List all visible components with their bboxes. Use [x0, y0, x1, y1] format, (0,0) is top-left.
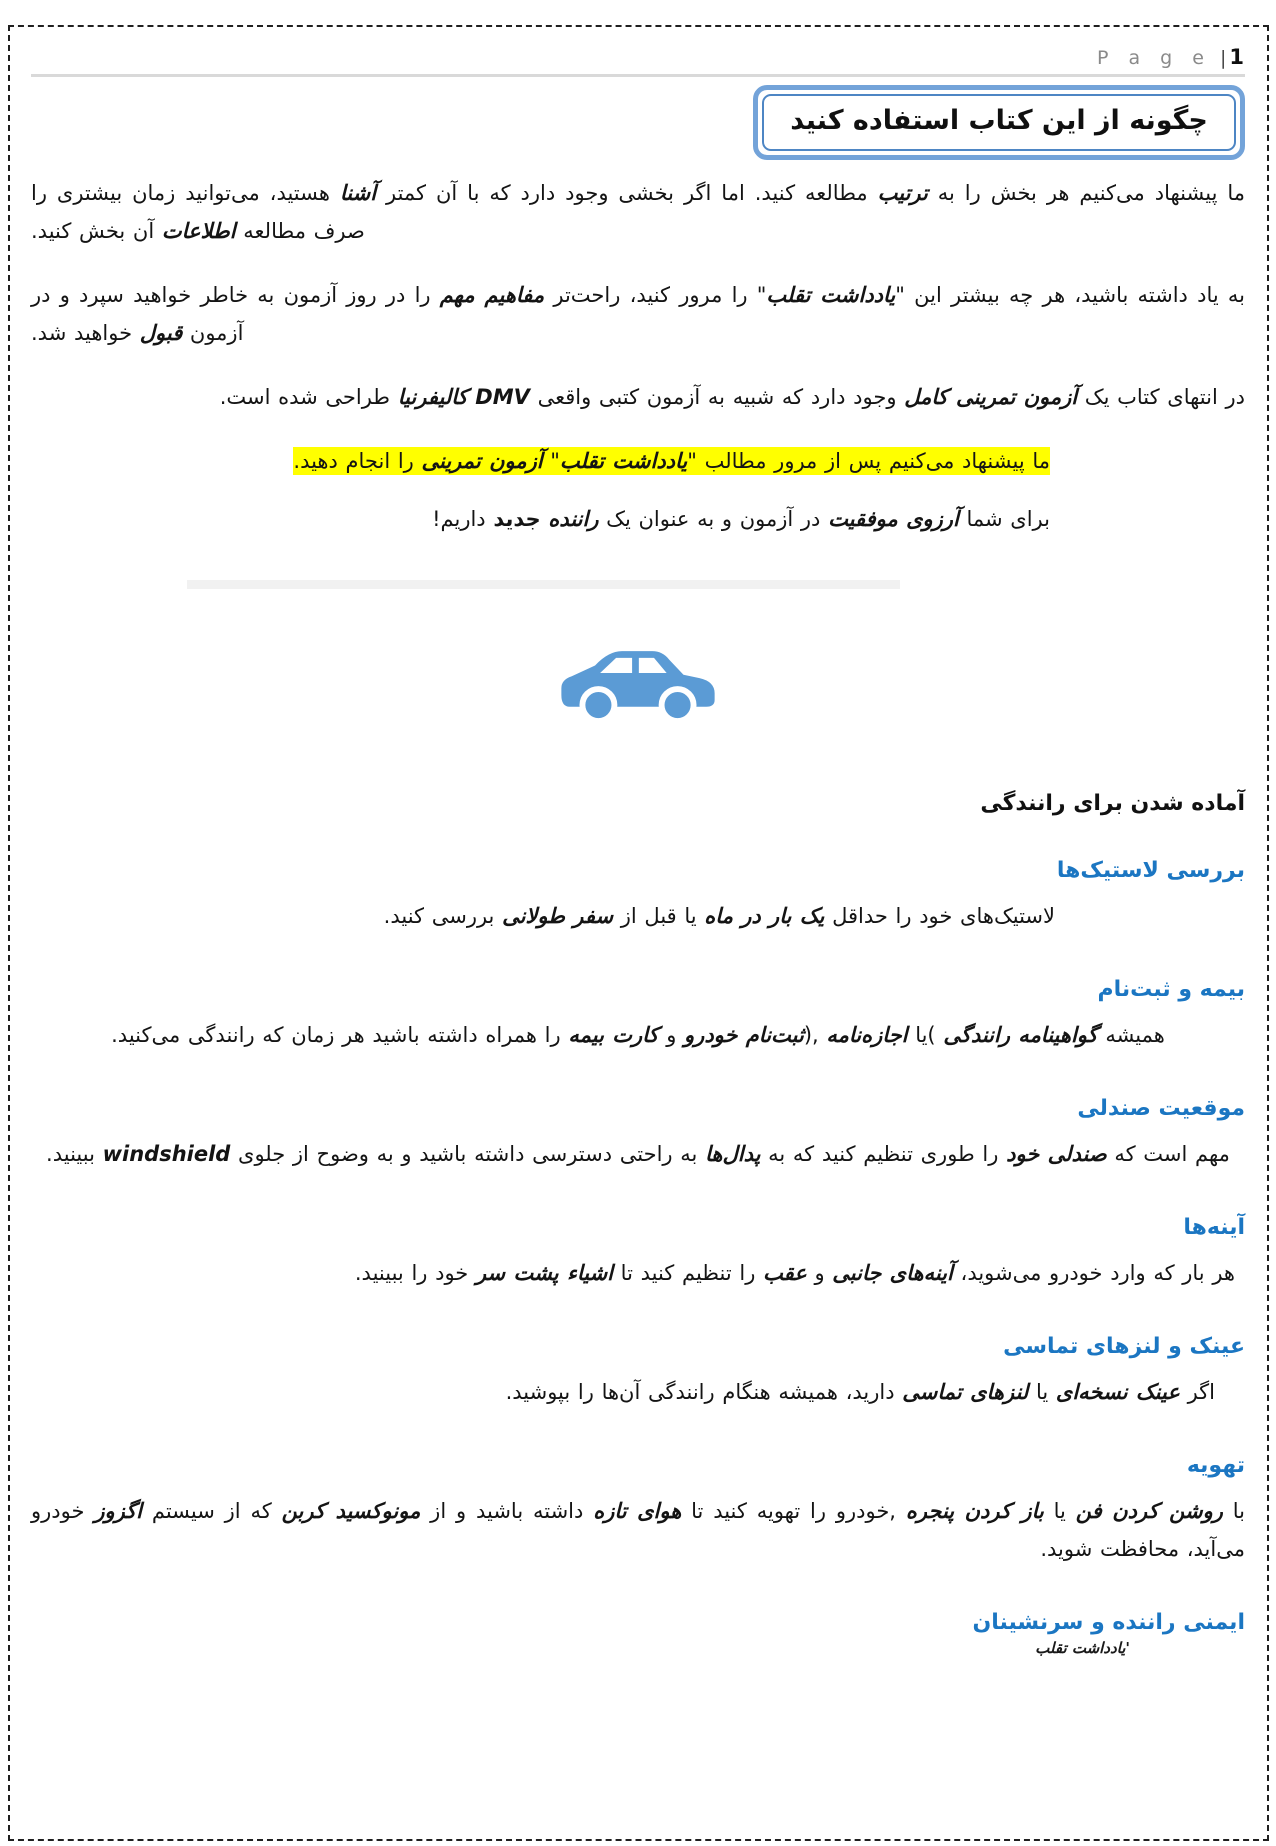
section-heading-ventilation: تهویه	[1186, 1453, 1245, 1478]
section-body-seat-position: مهم است که صندلی خود را طوری تنظیم کنید که به پدال‌ها به راحتی دسترسی داشته باشید و به وضوح از جلوی windshield ببینید.	[46, 1142, 1230, 1166]
section-heading-safety: ایمنی راننده و سرنشینان	[972, 1610, 1245, 1635]
section-body-mirrors: هر بار که وارد خودرو می‌شوید، آینه‌های جانبی و عقب را تنظیم کنید تا اشیاء پشت سر خود را ببینید.	[354, 1261, 1235, 1285]
prep-heading: آماده شدن برای رانندگی	[980, 791, 1245, 816]
page-content	[31, 25, 1245, 1657]
car-illustration	[31, 641, 1245, 731]
page-header	[31, 45, 1245, 69]
section-heading-glasses: عینک و لنزهای تماسی	[1003, 1334, 1245, 1359]
section-heading-insurance: بیمه و ثبت‌نام	[1097, 977, 1245, 1002]
section-heading-mirrors: آینه‌ها	[1183, 1215, 1245, 1240]
title-box	[753, 85, 1245, 160]
car-icon	[558, 641, 718, 727]
section-body-insurance: همیشه گواهینامه رانندگی )یا اجازه‌نامه ,(ثبت‌نام خودرو و کارت بیمه را همراه داشته باشید هر زمان که رانندگی می‌کنید.	[111, 1023, 1165, 1047]
section-heading-seat-position: موقعیت صندلی	[1077, 1096, 1245, 1121]
section-body-tires: لاستیک‌های خود را حداقل یک بار در ماه یا قبل از سفر طولانی بررسی کنید.	[383, 904, 1055, 928]
cheat-sheet-footnote: 'یادداشت تقلب	[1035, 1639, 1130, 1657]
highlight-text: ما پیشنهاد می‌کنیم پس از مرور مطالب "یادداشت تقلب" آزمون تمرینی را انجام دهید.	[293, 449, 1050, 473]
section-heading-tires: بررسی لاستیک‌ها	[1056, 858, 1245, 883]
page-number: 1	[1229, 45, 1245, 69]
section-divider	[187, 580, 900, 589]
page-title: چگونه از این کتاب استفاده کنید	[762, 94, 1236, 151]
highlighted-tip	[31, 442, 1245, 480]
intro-paragraph-1: ما پیشنهاد می‌کنیم هر بخش را به ترتیب مطالعه کنید. اما اگر بخشی وجود دارد که با آن کمتر آشنا هستید، می‌توانید زمان بیشتری را صرف مطالعه اطلاعات آن بخش کنید.	[31, 181, 1245, 243]
section-body-ventilation: با روشن کردن فن یا باز کردن پنجره ,خودرو را تهویه کنید تا هوای تازه داشته باشید و از مونوکسید کربن که از سیستم اگزوز خودرو می‌آید، محافظت شوید.	[31, 1499, 1246, 1561]
header-rule	[31, 74, 1245, 77]
intro-paragraph-3: در انتهای کتاب یک آزمون تمرینی کامل وجود دارد که شبیه به آزمون کتبی واقعی DMV کالیفرنیا طراحی شده است.	[219, 385, 1245, 409]
good-luck-paragraph: برای شما آرزوی موفقیت در آزمون و به عنوان یک راننده جدید داریم!	[432, 507, 1050, 531]
page-label: P a g e	[1096, 47, 1211, 69]
section-body-glasses: اگر عینک نسخه‌ای یا لنزهای تماسی دارید، همیشه هنگام رانندگی آن‌ها را بپوشید.	[505, 1380, 1215, 1404]
page-separator: |	[1219, 47, 1227, 69]
intro-paragraph-2: به یاد داشته باشید، هر چه بیشتر این "یادداشت تقلب" را مرور کنید، راحت‌تر مفاهیم مهم را در روز آزمون به خاطر خواهید سپرد و در آزمون قبول خواهید شد.	[31, 283, 1245, 345]
